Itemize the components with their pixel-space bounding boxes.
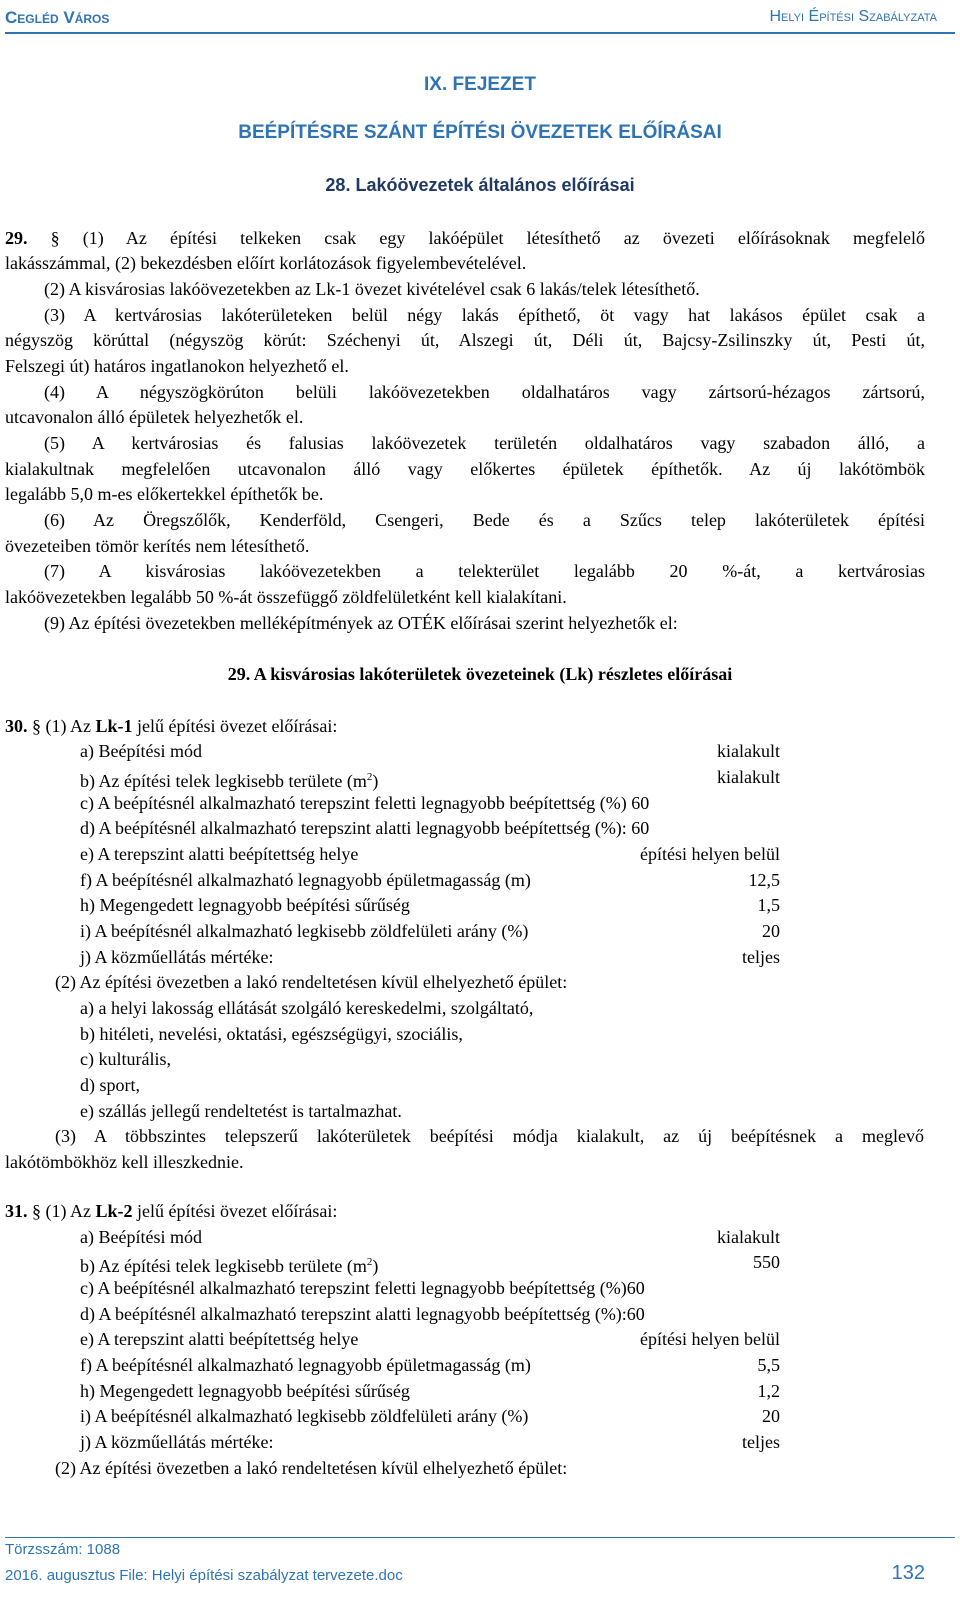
s29-p3-line1: (3) A kertvárosias lakóterületeken belül négy lakás építhető, öt vagy hat lakásos épület csak a bbox=[44, 305, 925, 325]
page-header bbox=[5, 6, 955, 34]
s29-p7-line2: lakóövezetekben legalább 50 %-át összefüggő zöldfelületként kell kialakítani. bbox=[5, 587, 567, 607]
footer-file-info: 2016. augusztus File: Helyi építési szabályzat tervezete.doc bbox=[5, 1567, 403, 1584]
s30-row-b: b) Az építési telek legkisebb területe $(m^2)$ kialakult bbox=[80, 767, 780, 791]
chapter-title: BEÉPÍTÉSRE SZÁNT ÉPÍTÉSI ÖVEZETEK ELŐÍRÁSAI bbox=[238, 122, 722, 143]
s30-row-a: a) Beépítési mód kialakult bbox=[80, 741, 780, 761]
s30-row-i: i) A beépítésnél alkalmazható legkisebb zöldfelületi arány (%) 20 bbox=[80, 921, 780, 941]
header-doc-title: Helyi Építési Szabályzata bbox=[769, 8, 937, 25]
s30-p2-item-a: a) a helyi lakosság ellátását szolgáló kereskedelmi, szolgáltató, bbox=[80, 998, 534, 1018]
section-29-title: 29. A kisvárosias lakóterületek övezeteinek (Lk) részletes előírásai bbox=[227, 664, 733, 684]
s29-p5-line1: (5) A kertvárosias és falusias lakóövezetek területén oldalhatáros vagy szabadon álló, a bbox=[44, 433, 925, 453]
section-28-title: 28. Lakóövezetek általános előírásai bbox=[325, 175, 635, 195]
s29-p4-line2: utcavonalon álló épületek helyezhetők el. bbox=[5, 407, 304, 427]
s31-row-c: c) A beépítésnél alkalmazható terepszint feletti legnagyobb beépítettség (%)60 bbox=[80, 1278, 645, 1298]
s30-p2: (2) Az építési övezetben a lakó rendeltetésen kívül elhelyezhető épület: bbox=[55, 972, 568, 992]
s31-row-e: e) A terepszint alatti beépítettség helye építési helyen belül bbox=[80, 1329, 780, 1349]
s29-p3-line3: Felszegi út) határos ingatlanokon helyezhető el. bbox=[5, 356, 349, 376]
s29-p4-line1: (4) A négyszögkörúton belüli lakóövezetekben oldalhatáros vagy zártsorú-hézagos zártsorú, bbox=[44, 382, 925, 402]
s30-p3-line1: (3) A többszintes telepszerű lakóterületek beépítési módja kialakult, az új beépítésnek a meglevő bbox=[55, 1126, 924, 1146]
s30-row-j: j) A közműellátás mértéke: teljes bbox=[80, 947, 780, 967]
s29-p3-line2: négyszög körúttal (négyszög körút: Széchenyi út, Alszegi út, Déli út, Bajcsy-Zsilinszky út, Pesti út, bbox=[5, 330, 925, 350]
header-city: Cegléd Város bbox=[5, 8, 110, 27]
chapter-number: IX. FEJEZET bbox=[424, 74, 536, 95]
s30-row-d: d) A beépítésnél alkalmazható terepszint alatti legnagyobb beépítettség (%): 60 bbox=[80, 818, 650, 838]
s29-p6-line1: (6) Az Öregszőlők, Kenderföld, Csengeri, Bede és a Szűcs telep lakóterületek építési bbox=[44, 510, 925, 530]
s30-row-h: h) Megengedett legnagyobb beépítési sűrűség 1,5 bbox=[80, 895, 780, 915]
s30-p2-item-e: e) szállás jellegű rendeltetést is tartalmazhat. bbox=[80, 1101, 402, 1121]
s30-p2-item-c: c) kulturális, bbox=[80, 1049, 171, 1069]
s29-p1-line1: 29. § (1) Az építési telkeken csak egy lakóépület létesíthető az övezeti előírásoknak megfelelő bbox=[5, 228, 925, 248]
s29-p5-line3: legalább 5,0 m-es előkertekkel építhetők be. bbox=[5, 484, 324, 504]
s30-row-f: f) A beépítésnél alkalmazható legnagyobb épületmagasság (m) 12,5 bbox=[80, 870, 780, 890]
s30-row-e: e) A terepszint alatti beépítettség helye építési helyen belül bbox=[80, 844, 780, 864]
page-number: 132 bbox=[891, 1562, 925, 1584]
s30-intro: 30. § (1) Az Lk-1 jelű építési övezet előírásai: bbox=[5, 716, 338, 736]
s30-row-c: c) A beépítésnél alkalmazható terepszint feletti legnagyobb beépítettség (%) 60 bbox=[80, 793, 650, 813]
s29-p2: (2) A kisvárosias lakóövezetekben az Lk-1 övezet kivételével csak 6 lakás/telek létesíthető. bbox=[44, 279, 700, 299]
s31-row-b: b) Az építési telek legkisebb területe $(m^2)$ 550 bbox=[80, 1252, 780, 1276]
s30-p2-item-d: d) sport, bbox=[80, 1075, 140, 1095]
s31-intro: 31. § (1) Az Lk-2 jelű építési övezet előírásai: bbox=[5, 1201, 338, 1221]
s31-p2: (2) Az építési övezetben a lakó rendeltetésen kívül elhelyezhető épület: bbox=[55, 1458, 568, 1478]
s31-row-d: d) A beépítésnél alkalmazható terepszint alatti legnagyobb beépítettség (%):60 bbox=[80, 1304, 645, 1324]
s30-p3-line2: lakótömbökhöz kell illeszkednie. bbox=[5, 1152, 244, 1172]
s31-row-h: h) Megengedett legnagyobb beépítési sűrűség 1,2 bbox=[80, 1381, 780, 1401]
s29-p1-line2: lakásszámmal, (2) bekezdésben előírt korlátozások figyelembevételével. bbox=[5, 253, 527, 273]
footer-rule bbox=[5, 1537, 955, 1538]
s29-p6-line2: övezeteiben tömör kerítés nem létesíthető. bbox=[5, 536, 310, 556]
s31-row-i: i) A beépítésnél alkalmazható legkisebb zöldfelületi arány (%) 20 bbox=[80, 1406, 780, 1426]
s30-p2-item-b: b) hitéleti, nevelési, oktatási, egészségügyi, szociális, bbox=[80, 1024, 463, 1044]
s29-p7-line1: (7) A kisvárosias lakóövezetekben a telekterület legalább 20 %-át, a kertvárosias bbox=[44, 561, 925, 581]
s31-row-j: j) A közműellátás mértéke: teljes bbox=[80, 1432, 780, 1452]
footer-registry: Törzsszám: 1088 bbox=[5, 1541, 121, 1558]
s29-p5-line2: kialakultnak megfelelően utcavonalon álló vagy előkertes épületek építhetők. Az új lakótömbök bbox=[5, 459, 925, 479]
s29-p9: (9) Az építési övezetekben melléképítmények az OTÉK előírásai szerint helyezhetők el: bbox=[44, 613, 678, 633]
s31-row-a: a) Beépítési mód kialakult bbox=[80, 1227, 780, 1247]
s31-row-f: f) A beépítésnél alkalmazható legnagyobb épületmagasság (m) 5,5 bbox=[80, 1355, 780, 1375]
